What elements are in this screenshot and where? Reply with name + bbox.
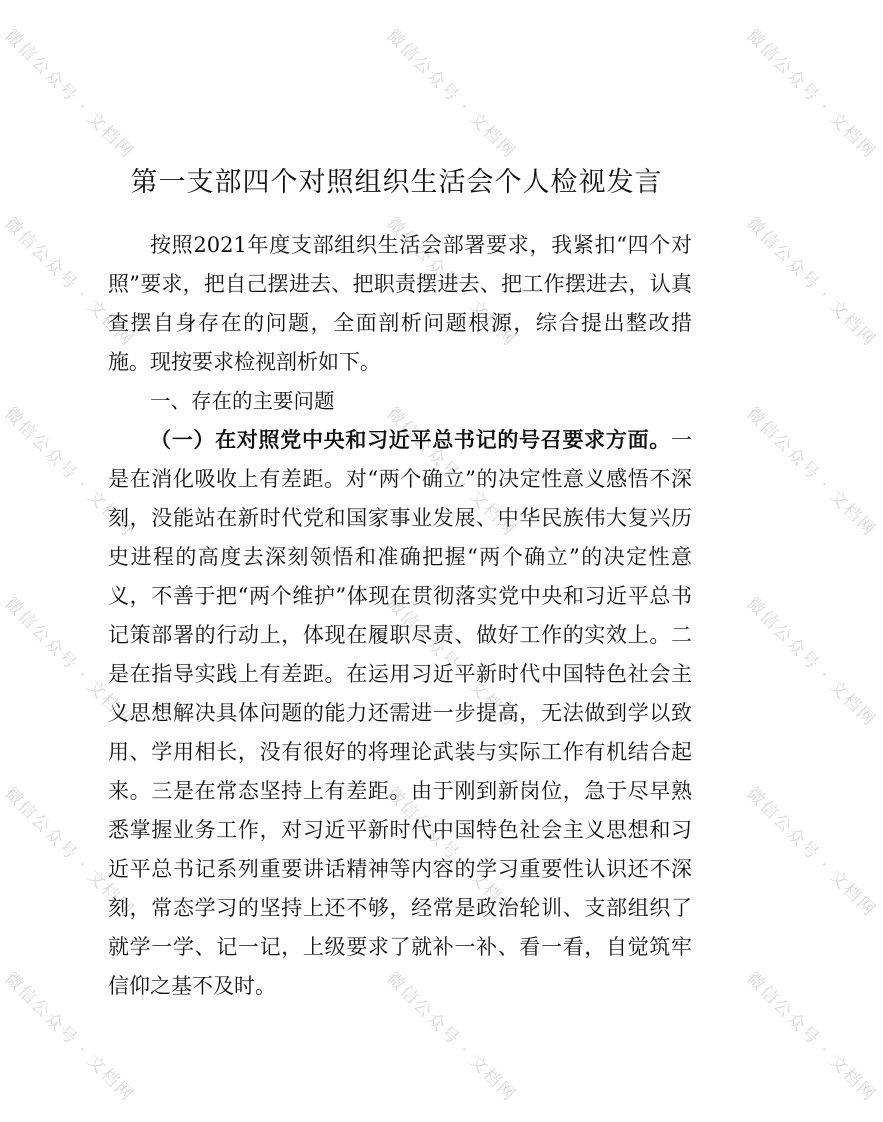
watermark-text: 微信公众号 · 文档网 [382, 593, 520, 731]
intro-paragraph: 按照2021年度支部组织生活会部署要求，我紧扣“四个对照”要求，把自己摆进去、把职责摆进去、把工作摆进去，认真查摆自身存在的问题，全面剖析问题根源，综合提出整改措施。现按要求检视剖析如下。 [108, 233, 692, 374]
watermark-text: 微信公众号 · 文档网 [382, 403, 520, 541]
document-body [108, 226, 692, 1006]
watermark-text: 微信公众号 · 文档网 [382, 783, 520, 921]
watermark-text: 微信公众号 · 文档网 [742, 968, 880, 1106]
document-title: 第一支部四个对照组织生活会个人检视发言 [130, 167, 663, 199]
watermark-text: 微信公众号 · 文档网 [0, 403, 138, 541]
watermark-text: 微信公众号 · 文档网 [0, 968, 138, 1106]
watermark-text: 微信公众号 · 文档网 [0, 593, 138, 731]
watermark-text: 微信公众号 · 文档网 [0, 213, 138, 351]
watermark-text: 微信公众号 · 文档网 [742, 783, 880, 921]
subsection-body: 一是在消化吸收上有差距。对“两个确立”的决定性意义感悟不深刻，没能站在新时代党和国家事业发展、中华民族伟大复兴历史进程的高度去深刻领悟和准确把握“两个确立”的决定性意义，不善于把“两个维护”体现在贯彻落实党中央和习近平总书记策部署的行动上，体现在履职尽责、做好工作的实效上。二是在指导实践上有差距。在运用习近平新时代中国特色社会主义思想解决具体问题的能力还需进一步提高，无法做到学以致用、学用相长，没有很好的将理论武装与实际工作有机结合起来。三是在常态坚持上有差距。由于刚到新岗位，急于尽早熟悉掌握业务工作，对习近平新时代中国特色社会主义思想和习近平总书记系列重要讲话精神等内容的学习重要性认识还不深刻，常态学习的坚持上还不够，经常是政治轮训、支部组织了就学一学、记一记，上级要求了就补一补、看一看，自觉筑牢信仰之基不及时。 [108, 428, 692, 998]
watermark-text: 微信公众号 · 文档网 [742, 403, 880, 541]
watermark-text: 微信公众号 · 文档网 [742, 25, 880, 163]
subsection-paragraph [108, 421, 692, 1006]
watermark-text: 微信公众号 · 文档网 [382, 25, 520, 163]
watermark-text: 微信公众号 · 文档网 [382, 213, 520, 351]
watermark-text: 微信公众号 · 文档网 [382, 968, 520, 1106]
watermark-text: 微信公众号 · 文档网 [0, 783, 138, 921]
watermark-text: 微信公众号 · 文档网 [0, 25, 138, 163]
watermark-text: 微信公众号 · 文档网 [742, 593, 880, 731]
subsection-heading: （一）在对照党中央和习近平总书记的号召要求方面。 [150, 428, 671, 452]
watermark-text: 微信公众号 · 文档网 [742, 213, 880, 351]
section-heading: 一、存在的主要问题 [150, 389, 335, 413]
